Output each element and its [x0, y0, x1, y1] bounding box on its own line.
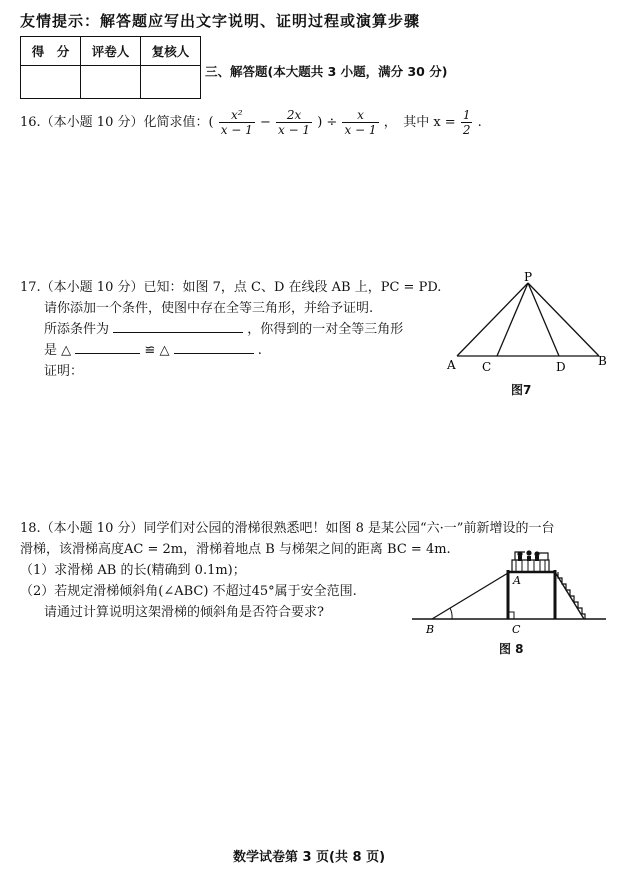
fig7-segment-PA	[457, 283, 528, 356]
q16-minus: −	[259, 115, 271, 130]
fig8-label-A: A	[513, 574, 521, 587]
fig8-railing	[512, 560, 549, 572]
q18-line-5: 请通过计算说明这架滑梯的倾斜角是否符合要求?	[44, 605, 324, 620]
figure-8	[408, 548, 608, 636]
section-title: 三、解答题(本大题共 3 小题，满分 30 分)	[205, 64, 448, 79]
q16-f3-numerator: x	[357, 108, 364, 122]
q16-f1-numerator: x²	[230, 108, 243, 122]
q17-proof-label: 证明：	[44, 364, 84, 379]
q16-value-fraction	[461, 108, 473, 137]
fig8-children-icon	[517, 550, 539, 561]
q17-line-2: 请你添加一个条件，使图中存在全等三角形，并给予证明.	[44, 301, 374, 316]
q16-value-denominator: 2	[462, 123, 471, 137]
fig7-label-D: D	[556, 360, 566, 374]
figure-7-caption: 图7	[511, 383, 532, 397]
q17-line-4c: .	[257, 343, 262, 358]
q16-f2-numerator: 2x	[286, 108, 302, 122]
q16-fraction-1	[219, 108, 255, 137]
q17-line-4	[44, 339, 262, 358]
q16-fraction-2	[276, 108, 312, 137]
score-cell-reviewer[interactable]	[141, 66, 201, 99]
fig8-angle-arc	[450, 608, 452, 619]
q17-triangle-blank-2[interactable]	[174, 341, 254, 354]
q18-line-2: 滑梯，该滑梯高度AC = 2m，滑梯着地点 B 与梯架之间的距离 BC = 4m.	[20, 542, 451, 557]
question-16	[20, 108, 482, 137]
fig7-label-A: A	[447, 358, 456, 372]
q17-line-4b: ≌ △	[144, 343, 170, 358]
q17-line-3a: 所添条件为	[44, 322, 110, 337]
figure-8-caption: 图 8	[499, 642, 524, 656]
score-header-score: 得 分	[21, 37, 81, 66]
q16-f2-denominator: x − 1	[277, 123, 311, 137]
fig8-label-B: B	[426, 623, 435, 636]
fig8-stairs	[558, 572, 585, 619]
q16-condition: ， 其中 x =	[383, 115, 456, 130]
q17-line-3	[44, 318, 403, 337]
score-cell-score[interactable]	[21, 66, 81, 99]
fig7-segment-PD	[528, 283, 559, 356]
q17-condition-blank[interactable]	[113, 320, 243, 333]
fig7-label-B: B	[598, 354, 607, 368]
q16-fraction-3	[342, 108, 378, 137]
q18-line-4: （2）若规定滑梯倾斜角(∠ABC) 不超过45°属于安全范围.	[20, 584, 357, 599]
fig7-label-P: P	[524, 270, 533, 284]
q17-line-3b: ，你得到的一对全等三角形	[247, 322, 404, 337]
q18-line-1: 18.（本小题 10 分）同学们对公园的滑梯很熟悉吧！如图 8 是某公园“六·一”前新增设的一台	[20, 521, 555, 536]
fig8-slide-AB	[432, 573, 508, 619]
score-header-reviewer: 复核人	[141, 37, 201, 66]
fig7-label-C: C	[482, 360, 492, 374]
q16-label: 16.（本小题 10 分）化简求值：(	[20, 115, 214, 130]
page-footer: 数学试卷第 3 页(共 8 页)	[232, 850, 386, 865]
q16-f3-denominator: x − 1	[344, 123, 377, 137]
q18-line-3: （1）求滑梯 AB 的长(精确到 0.1m)；	[20, 563, 246, 578]
q16-divide: ) ÷	[317, 115, 338, 130]
fig8-label-C: C	[512, 623, 521, 636]
q16-value-numerator: 1	[462, 108, 471, 122]
hint-text: 友情提示：解答题应写出文字说明、证明过程或演算步骤	[20, 12, 421, 30]
q17-triangle-blank-1[interactable]	[75, 341, 140, 354]
fig7-segment-PB	[528, 283, 599, 356]
fig7-segment-PC	[497, 283, 528, 356]
score-cell-grader[interactable]	[81, 66, 141, 99]
q16-f1-denominator: x − 1	[220, 123, 253, 137]
score-header-grader: 评卷人	[81, 37, 141, 66]
q16-end: .	[477, 115, 482, 130]
q17-line-1: 17.（本小题 10 分）已知：如图 7，点 C、D 在线段 AB 上，PC = PD.	[20, 280, 442, 295]
score-table	[20, 36, 201, 99]
q17-line-4a: 是 △	[44, 343, 72, 358]
